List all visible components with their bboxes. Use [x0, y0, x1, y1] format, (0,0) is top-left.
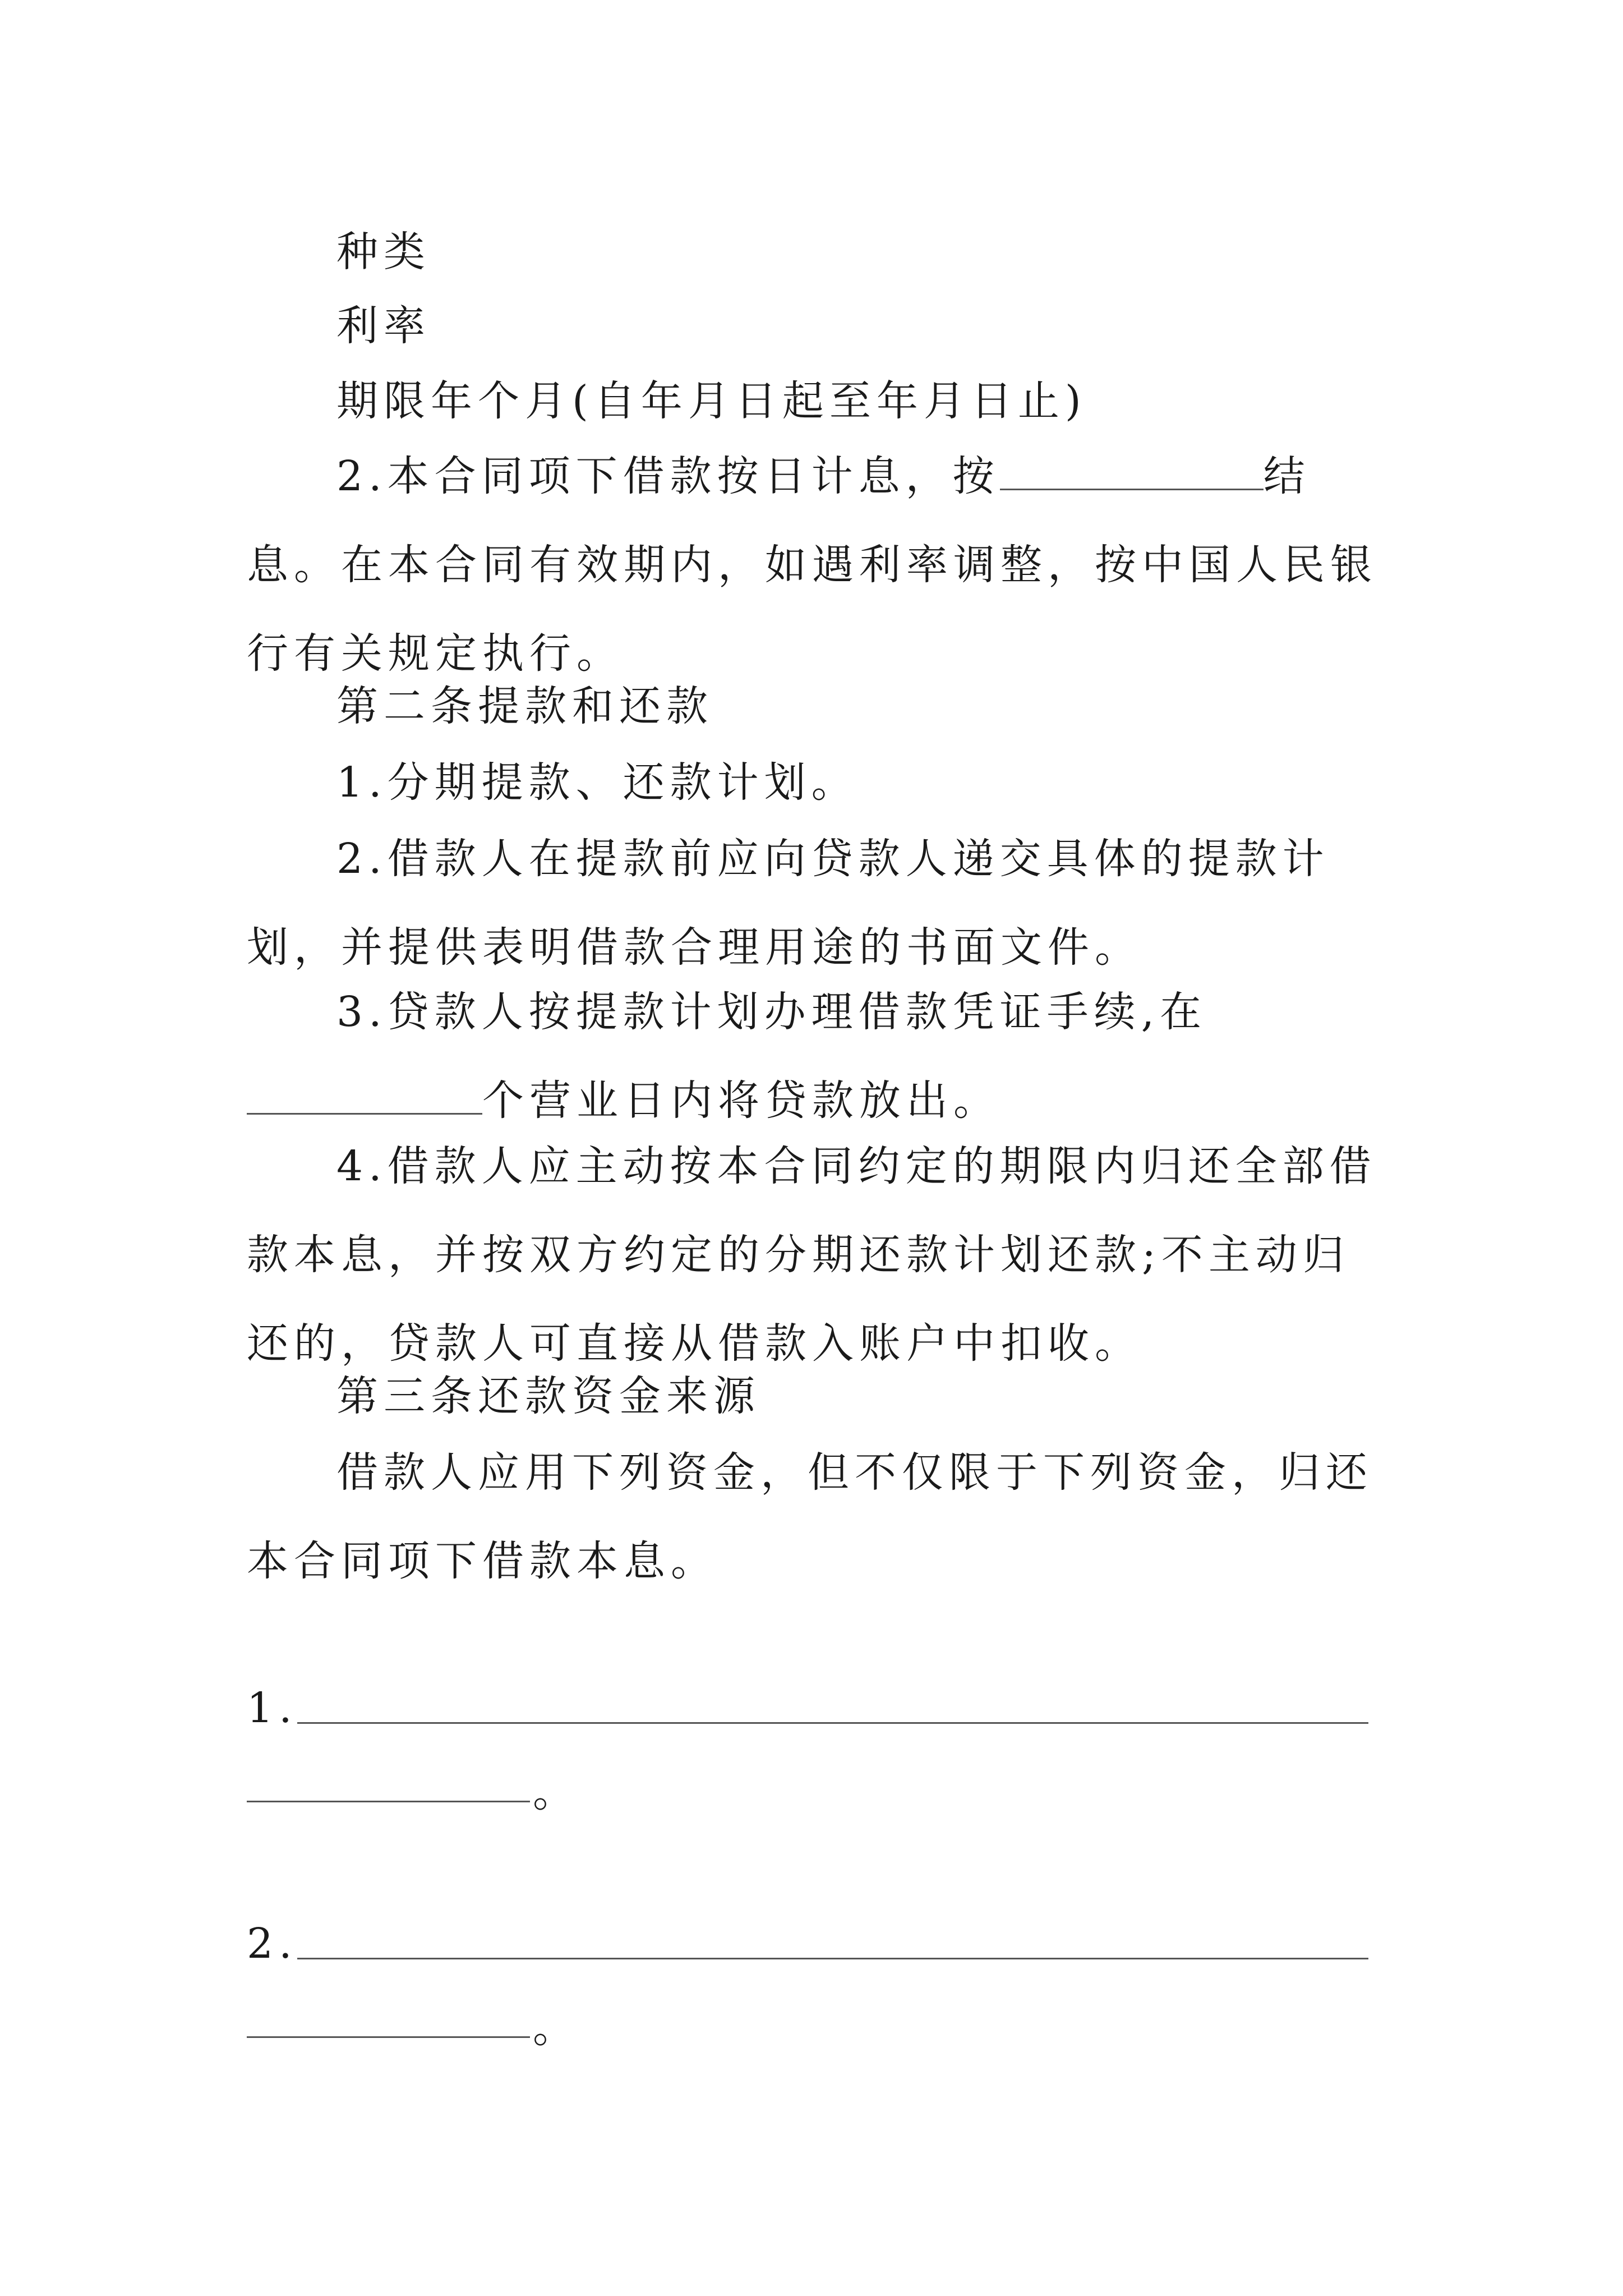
- text-withdrawal-plan: 2.借款人在提款前应向贷款人递交具体的提款计划，并提供表明借款合理用途的书面文件。: [247, 835, 1330, 972]
- blank-business-days: [247, 1084, 482, 1115]
- item-1-period-text: 。: [533, 1768, 580, 1816]
- paragraph-repayment: [247, 1122, 1391, 1388]
- item-2-period-text: 。: [533, 2004, 580, 2052]
- text-interest-b: 结息。在本合同有效期内，如遇利率调整，按中国人民银行有关规定执行。: [247, 452, 1377, 678]
- item-2-number: [247, 1916, 298, 1972]
- item-2-number-text: 2.: [247, 1920, 298, 1968]
- item-2-blank-continuation: [247, 2036, 530, 2038]
- item-1-number-text: 1.: [247, 1684, 298, 1732]
- paragraph-withdrawal-plan: [247, 815, 1391, 992]
- item-1-number: [247, 1680, 298, 1736]
- text-term: 期限年个月(自年月日起至年月日止): [336, 377, 1087, 425]
- text-interest-a: 2.本合同项下借款按日计息，按: [336, 452, 1000, 500]
- text-article-2: 第二条提款和还款: [336, 682, 713, 730]
- item-2-blank-line: [297, 1958, 1368, 1959]
- item-2-period: [533, 2000, 580, 2056]
- text-loan-release-a: 3.贷款人按提款计划办理借款凭证手续,在: [336, 988, 1207, 1036]
- text-repayment: 4.借款人应主动按本合同约定的期限内归还全部借款本息，并按双方约定的分期还款计划还款;不主动归还的，贷款人可直接从借款入账户中扣收。: [247, 1142, 1377, 1368]
- item-1-period: [533, 1764, 580, 1820]
- item-1-blank-line: [297, 1722, 1368, 1724]
- item-1-blank-continuation: [247, 1801, 530, 1802]
- paragraph-loan-release: [247, 968, 1391, 1145]
- text-rate: 利率: [336, 302, 431, 350]
- paragraph-funds: [247, 1428, 1391, 1605]
- text-plan: 1.分期提款、还款计划。: [336, 758, 859, 807]
- blank-settlement-method: [1000, 459, 1264, 490]
- text-type: 种类: [336, 228, 431, 276]
- article-2-heading: [247, 662, 1391, 751]
- text-loan-release-b: 个营业日内将贷款放出。: [482, 1076, 1000, 1125]
- text-funds: 借款人应用下列资金，但不仅限于下列资金，归还本合同项下借款本息。: [247, 1448, 1373, 1585]
- text-article-3: 第三条还款资金来源: [336, 1372, 760, 1420]
- paragraph-interest: [247, 432, 1391, 698]
- article-3-heading: [247, 1352, 1391, 1441]
- paragraph-plan: [247, 738, 1391, 827]
